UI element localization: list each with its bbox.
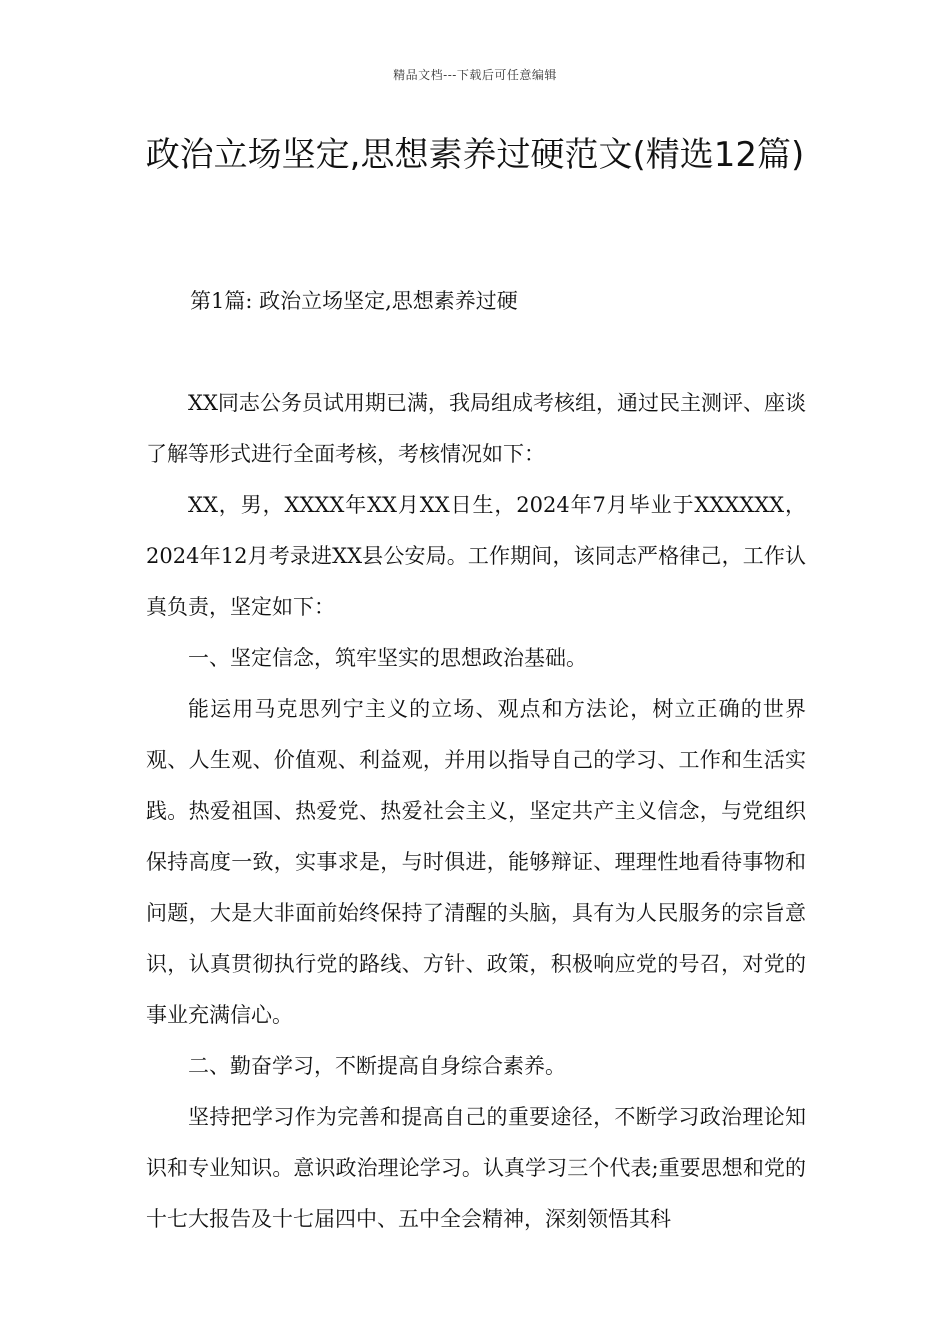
header-note: 精品文档---下载后可任意编辑 xyxy=(393,68,557,82)
paragraph-profile: XX，男，XXXX年XX月XX日生，2024年7月毕业于XXXXXX，2024年12月考录进XX县公安局。工作期间，该同志严格律己，工作认真负责，坚定如下： xyxy=(146,493,806,619)
paragraph-study: 坚持把学习作为完善和提高自己的重要途径，不断学习政治理论知识和专业知识。意识政治理论学习。认真学习三个代表;重要思想和党的十七大报告及十七届四中、五中全会精神，深刻领悟其科 xyxy=(146,1105,806,1231)
paragraph-intro: XX同志公务员试用期已满，我局组成考核组，通过民主测评、座谈了解等形式进行全面考核，考核情况如下： xyxy=(146,391,806,466)
paragraph-belief: 能运用马克思列宁主义的立场、观点和方法论，树立正确的世界观、人生观、价值观、利益观，并用以指导自己的学习、工作和生活实践。热爱祖国、热爱党、热爱社会主义，坚定共产主义信念，与党组织保持高度一致，实事求是，与时俱进，能够辩证、理理性地看待事物和问题，大是大非面前始终保持了清醒的头脑，具有为人民服务的宗旨意识，认真贯彻执行党的路线、方针、政策，积极响应党的号召，对党的事业充满信心。 xyxy=(146,697,806,1027)
document-title: 政治立场坚定,思想素养过硬范文(精选12篇) xyxy=(145,135,805,175)
paragraph-heading-one: 一、坚定信念，筑牢坚实的思想政治基础。 xyxy=(188,646,587,670)
paragraph-heading-two: 二、勤奋学习，不断提高自身综合素养。 xyxy=(188,1054,566,1078)
document-body xyxy=(146,378,806,1245)
section-heading: 第1篇: 政治立场坚定,思想素养过硬 xyxy=(190,289,518,313)
